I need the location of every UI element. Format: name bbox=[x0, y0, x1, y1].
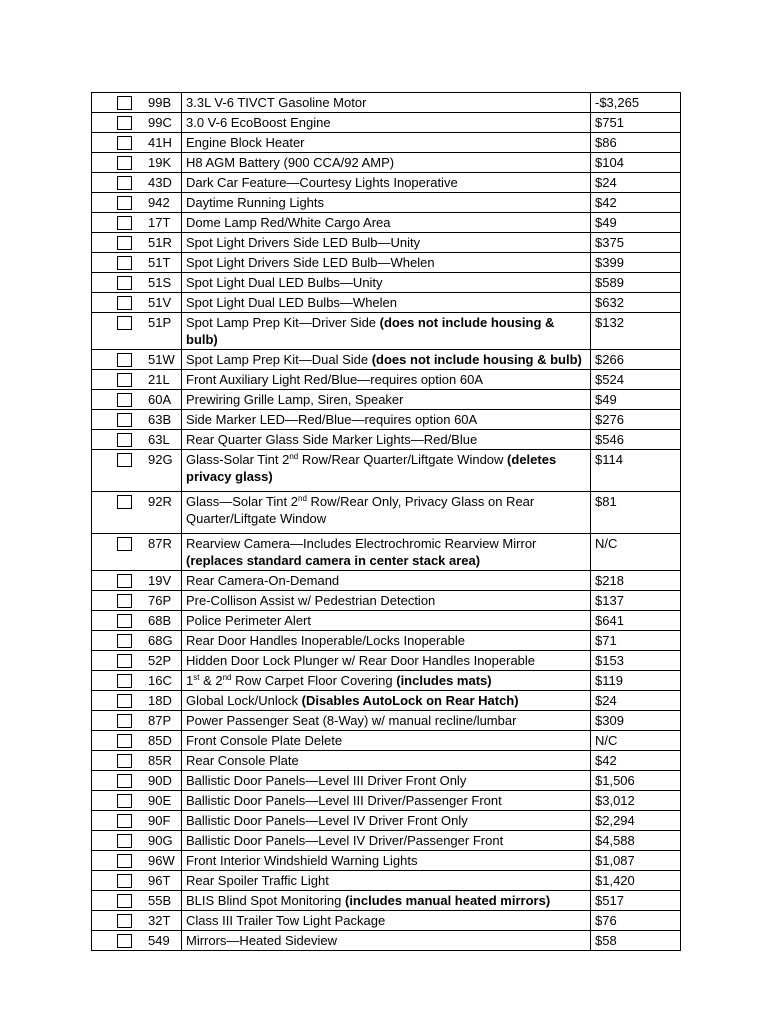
option-price: $42 bbox=[591, 751, 681, 771]
option-description-text: Rear Door Handles Inoperable/Locks Inoperable bbox=[186, 633, 465, 648]
option-row bbox=[92, 751, 681, 771]
option-price: $517 bbox=[591, 891, 681, 911]
option-select-cell bbox=[92, 651, 182, 671]
option-row bbox=[92, 911, 681, 931]
option-code: 96W bbox=[148, 853, 175, 868]
option-price: $24 bbox=[591, 691, 681, 711]
option-checkbox[interactable] bbox=[117, 236, 132, 250]
option-select-cell bbox=[92, 213, 182, 233]
option-description bbox=[182, 711, 591, 731]
option-checkbox[interactable] bbox=[117, 694, 132, 708]
option-row bbox=[92, 313, 681, 350]
option-price: $1,506 bbox=[591, 771, 681, 791]
option-code: 942 bbox=[148, 195, 170, 210]
option-description-text: Side Marker LED—Red/Blue—requires option 60A bbox=[186, 412, 478, 427]
option-description bbox=[182, 691, 591, 711]
option-checkbox[interactable] bbox=[117, 176, 132, 190]
option-description-text: Spot Light Drivers Side LED Bulb—Unity bbox=[186, 235, 421, 250]
option-checkbox[interactable] bbox=[117, 774, 132, 788]
option-row bbox=[92, 571, 681, 591]
option-checkbox[interactable] bbox=[117, 854, 132, 868]
option-description bbox=[182, 771, 591, 791]
option-select-cell bbox=[92, 253, 182, 273]
option-price: N/C bbox=[591, 534, 681, 571]
option-select-cell bbox=[92, 153, 182, 173]
option-description bbox=[182, 213, 591, 233]
option-code: 63B bbox=[148, 412, 172, 427]
option-select-cell bbox=[92, 430, 182, 450]
option-price: $1,420 bbox=[591, 871, 681, 891]
option-row bbox=[92, 450, 681, 492]
option-description-text: Prewiring Grille Lamp, Siren, Speaker bbox=[186, 392, 404, 407]
option-select-cell bbox=[92, 93, 182, 113]
option-code: 32T bbox=[148, 913, 171, 928]
option-description bbox=[182, 253, 591, 273]
option-select-cell bbox=[92, 851, 182, 871]
option-checkbox[interactable] bbox=[117, 874, 132, 888]
option-price: $71 bbox=[591, 631, 681, 651]
option-description-text: 3.0 V-6 EcoBoost Engine bbox=[186, 115, 331, 130]
option-select-cell bbox=[92, 492, 182, 534]
option-select-cell bbox=[92, 571, 182, 591]
option-description bbox=[182, 891, 591, 911]
option-row bbox=[92, 891, 681, 911]
option-select-cell bbox=[92, 771, 182, 791]
option-select-cell bbox=[92, 871, 182, 891]
option-description-text: Row/Rear Quarter/Liftgate Window bbox=[298, 452, 508, 467]
option-description bbox=[182, 534, 591, 571]
option-row bbox=[92, 851, 681, 871]
option-description bbox=[182, 871, 591, 891]
option-description bbox=[182, 113, 591, 133]
option-code: 85D bbox=[148, 733, 172, 748]
ordinal-suffix: nd bbox=[289, 452, 299, 461]
option-price: $399 bbox=[591, 253, 681, 273]
option-price: $49 bbox=[591, 213, 681, 233]
option-description-text: Rearview Camera—Includes Electrochromic Rearview Mirror bbox=[186, 536, 537, 551]
option-row bbox=[92, 631, 681, 651]
option-description bbox=[182, 811, 591, 831]
option-select-cell bbox=[92, 113, 182, 133]
option-code: 68B bbox=[148, 613, 172, 628]
option-price: $309 bbox=[591, 711, 681, 731]
option-row bbox=[92, 811, 681, 831]
option-select-cell bbox=[92, 751, 182, 771]
ordinal-suffix: nd bbox=[298, 494, 307, 503]
option-checkbox[interactable] bbox=[117, 316, 132, 330]
option-description bbox=[182, 791, 591, 811]
option-price: $375 bbox=[591, 233, 681, 253]
option-price: $132 bbox=[591, 313, 681, 350]
option-row bbox=[92, 831, 681, 851]
option-select-cell bbox=[92, 193, 182, 213]
option-select-cell bbox=[92, 831, 182, 851]
option-price: $589 bbox=[591, 273, 681, 293]
option-description-text: Row Carpet Floor Covering bbox=[231, 673, 397, 688]
option-code: 51S bbox=[148, 275, 172, 290]
option-code: 17T bbox=[148, 215, 171, 230]
option-select-cell bbox=[92, 313, 182, 350]
option-select-cell bbox=[92, 691, 182, 711]
option-row bbox=[92, 193, 681, 213]
option-description bbox=[182, 731, 591, 751]
option-select-cell bbox=[92, 390, 182, 410]
option-select-cell bbox=[92, 133, 182, 153]
option-code: 96T bbox=[148, 873, 171, 888]
option-checkbox[interactable] bbox=[117, 574, 132, 588]
option-code: 68G bbox=[148, 633, 173, 648]
options-price-table bbox=[91, 92, 681, 951]
option-description-text: Spot Lamp Prep Kit—Driver Side bbox=[186, 315, 380, 330]
option-row bbox=[92, 93, 681, 113]
option-description bbox=[182, 571, 591, 591]
option-row bbox=[92, 113, 681, 133]
option-select-cell bbox=[92, 931, 182, 951]
option-row bbox=[92, 771, 681, 791]
option-select-cell bbox=[92, 370, 182, 390]
option-code: 60A bbox=[148, 392, 172, 407]
option-price: $137 bbox=[591, 591, 681, 611]
option-select-cell bbox=[92, 791, 182, 811]
option-checkbox[interactable] bbox=[117, 393, 132, 407]
option-price: $114 bbox=[591, 450, 681, 492]
option-description bbox=[182, 370, 591, 390]
option-row bbox=[92, 711, 681, 731]
option-code: 549 bbox=[148, 933, 170, 948]
option-description bbox=[182, 390, 591, 410]
ordinal-suffix: st bbox=[193, 673, 200, 682]
option-description-text: 3.3L V-6 TIVCT Gasoline Motor bbox=[186, 95, 367, 110]
option-row bbox=[92, 173, 681, 193]
option-code: 90E bbox=[148, 793, 172, 808]
option-description-text: H8 AGM Battery (900 CCA/92 AMP) bbox=[186, 155, 395, 170]
option-code: 18D bbox=[148, 693, 172, 708]
option-price: $119 bbox=[591, 671, 681, 691]
option-select-cell bbox=[92, 273, 182, 293]
option-row bbox=[92, 430, 681, 450]
option-description bbox=[182, 173, 591, 193]
ordinal-suffix: nd bbox=[222, 673, 232, 682]
option-description-text: Rear Spoiler Traffic Light bbox=[186, 873, 329, 888]
option-description-text: Police Perimeter Alert bbox=[186, 613, 311, 628]
option-row bbox=[92, 293, 681, 313]
option-checkbox[interactable] bbox=[117, 256, 132, 270]
option-select-cell bbox=[92, 534, 182, 571]
option-description-text: Ballistic Door Panels—Level IV Driver/Passenger Front bbox=[186, 833, 504, 848]
option-description-text: Dark Car Feature—Courtesy Lights Inoperative bbox=[186, 175, 458, 190]
option-select-cell bbox=[92, 350, 182, 370]
option-description bbox=[182, 911, 591, 931]
option-select-cell bbox=[92, 293, 182, 313]
option-description-text: Rear Camera-On-Demand bbox=[186, 573, 340, 588]
option-checkbox[interactable] bbox=[117, 116, 132, 130]
option-code: 99B bbox=[148, 95, 172, 110]
option-row bbox=[92, 273, 681, 293]
option-select-cell bbox=[92, 711, 182, 731]
option-checkbox[interactable] bbox=[117, 794, 132, 808]
option-description bbox=[182, 651, 591, 671]
option-row bbox=[92, 350, 681, 370]
option-checkbox[interactable] bbox=[117, 894, 132, 908]
option-price: $751 bbox=[591, 113, 681, 133]
option-select-cell bbox=[92, 450, 182, 492]
option-description-prefix: Glass—Solar Tint 2 bbox=[186, 494, 298, 509]
option-row bbox=[92, 410, 681, 430]
option-description-text: Spot Light Dual LED Bulbs—Unity bbox=[186, 275, 383, 290]
option-price: $76 bbox=[591, 911, 681, 931]
option-code: 87P bbox=[148, 713, 172, 728]
option-price: $104 bbox=[591, 153, 681, 173]
option-checkbox[interactable] bbox=[117, 453, 132, 467]
option-description bbox=[182, 293, 591, 313]
option-description bbox=[182, 492, 591, 534]
option-checkbox[interactable] bbox=[117, 754, 132, 768]
option-note-bold: (includes manual heated mirrors) bbox=[344, 893, 551, 908]
option-description-prefix: 1 bbox=[186, 673, 194, 688]
option-checkbox[interactable] bbox=[117, 814, 132, 828]
option-description-text: Pre-Collison Assist w/ Pedestrian Detection bbox=[186, 593, 436, 608]
option-code: 90F bbox=[148, 813, 171, 828]
option-checkbox[interactable] bbox=[117, 196, 132, 210]
option-price: $58 bbox=[591, 931, 681, 951]
option-description-text: Spot Light Drivers Side LED Bulb—Whelen bbox=[186, 255, 435, 270]
option-description-text: Front Interior Windshield Warning Lights bbox=[186, 853, 418, 868]
option-code: 92R bbox=[148, 494, 172, 509]
option-checkbox[interactable] bbox=[117, 216, 132, 230]
option-row bbox=[92, 233, 681, 253]
option-checkbox[interactable] bbox=[117, 614, 132, 628]
option-select-cell bbox=[92, 671, 182, 691]
option-description-text: Class III Trailer Tow Light Package bbox=[186, 913, 386, 928]
option-price: $546 bbox=[591, 430, 681, 450]
option-description bbox=[182, 350, 591, 370]
option-price: $276 bbox=[591, 410, 681, 430]
option-code: 16C bbox=[148, 673, 172, 688]
option-price: $524 bbox=[591, 370, 681, 390]
option-checkbox[interactable] bbox=[117, 654, 132, 668]
option-select-cell bbox=[92, 173, 182, 193]
option-row bbox=[92, 871, 681, 891]
option-code: 55B bbox=[148, 893, 172, 908]
option-code: 51P bbox=[148, 315, 172, 330]
option-checkbox[interactable] bbox=[117, 156, 132, 170]
option-description bbox=[182, 751, 591, 771]
option-description bbox=[182, 273, 591, 293]
option-price: $218 bbox=[591, 571, 681, 591]
option-description-text: Rear Console Plate bbox=[186, 753, 299, 768]
option-checkbox[interactable] bbox=[117, 714, 132, 728]
option-description bbox=[182, 931, 591, 951]
option-code: 87R bbox=[148, 536, 172, 551]
options-table-body bbox=[92, 93, 681, 951]
option-price: $153 bbox=[591, 651, 681, 671]
option-checkbox[interactable] bbox=[117, 296, 132, 310]
option-note-bold: (does not include housing & bulb) bbox=[186, 315, 555, 347]
option-select-cell bbox=[92, 233, 182, 253]
option-description-text: Spot Light Dual LED Bulbs—Whelen bbox=[186, 295, 398, 310]
option-select-cell bbox=[92, 811, 182, 831]
option-row bbox=[92, 731, 681, 751]
option-note-bold: (Disables AutoLock on Rear Hatch) bbox=[301, 693, 519, 708]
option-checkbox[interactable] bbox=[117, 136, 132, 150]
option-row bbox=[92, 133, 681, 153]
option-row bbox=[92, 691, 681, 711]
option-description-text: Ballistic Door Panels—Level III Driver Front Only bbox=[186, 773, 467, 788]
option-code: 19K bbox=[148, 155, 172, 170]
option-description bbox=[182, 831, 591, 851]
option-row bbox=[92, 370, 681, 390]
option-row bbox=[92, 651, 681, 671]
option-price: $3,012 bbox=[591, 791, 681, 811]
option-code: 21L bbox=[148, 372, 170, 387]
option-checkbox[interactable] bbox=[117, 537, 132, 551]
option-code: 99C bbox=[148, 115, 172, 130]
option-select-cell bbox=[92, 631, 182, 651]
option-code: 90D bbox=[148, 773, 172, 788]
option-code: 85R bbox=[148, 753, 172, 768]
option-row bbox=[92, 931, 681, 951]
option-description bbox=[182, 193, 591, 213]
option-price: $266 bbox=[591, 350, 681, 370]
option-description-text: Global Lock/Unlock bbox=[186, 693, 302, 708]
option-price: $2,294 bbox=[591, 811, 681, 831]
option-code: 51W bbox=[148, 352, 175, 367]
option-select-cell bbox=[92, 731, 182, 751]
option-note-bold: (deletes privacy glass) bbox=[186, 452, 557, 484]
option-code: 63L bbox=[148, 432, 170, 447]
option-description bbox=[182, 591, 591, 611]
option-checkbox[interactable] bbox=[117, 276, 132, 290]
option-description bbox=[182, 233, 591, 253]
option-description-text: Power Passenger Seat (8-Way) w/ manual recline/lumbar bbox=[186, 713, 517, 728]
option-code: 52P bbox=[148, 653, 172, 668]
option-checkbox[interactable] bbox=[117, 413, 132, 427]
option-code: 51V bbox=[148, 295, 172, 310]
option-code: 90G bbox=[148, 833, 173, 848]
option-row bbox=[92, 213, 681, 233]
option-description-text: Row/Rear Only, Privacy Glass on Rear Quarter/Liftgate Window bbox=[186, 494, 535, 526]
option-description-text: Ballistic Door Panels—Level III Driver/Passenger Front bbox=[186, 793, 502, 808]
option-price: $81 bbox=[591, 492, 681, 534]
option-description-text: Ballistic Door Panels—Level IV Driver Front Only bbox=[186, 813, 468, 828]
option-description-middle: & 2 bbox=[199, 673, 223, 688]
option-select-cell bbox=[92, 891, 182, 911]
option-checkbox[interactable] bbox=[117, 373, 132, 387]
option-checkbox[interactable] bbox=[117, 674, 132, 688]
option-price: N/C bbox=[591, 731, 681, 751]
option-code: 19V bbox=[148, 573, 172, 588]
option-code: 51T bbox=[148, 255, 171, 270]
option-description bbox=[182, 671, 591, 691]
option-description bbox=[182, 93, 591, 113]
option-description-text: Engine Block Heater bbox=[186, 135, 305, 150]
option-description-text: Front Auxiliary Light Red/Blue—requires option 60A bbox=[186, 372, 483, 387]
option-price: $632 bbox=[591, 293, 681, 313]
option-row bbox=[92, 492, 681, 534]
option-row bbox=[92, 253, 681, 273]
option-row bbox=[92, 534, 681, 571]
option-row bbox=[92, 671, 681, 691]
option-checkbox[interactable] bbox=[117, 634, 132, 648]
option-checkbox[interactable] bbox=[117, 914, 132, 928]
option-description bbox=[182, 611, 591, 631]
option-select-cell bbox=[92, 911, 182, 931]
option-checkbox[interactable] bbox=[117, 934, 132, 948]
option-description bbox=[182, 133, 591, 153]
option-checkbox[interactable] bbox=[117, 734, 132, 748]
option-description-text: Spot Lamp Prep Kit—Dual Side bbox=[186, 352, 372, 367]
option-description-text: Mirrors—Heated Sideview bbox=[186, 933, 337, 948]
option-description-text: Front Console Plate Delete bbox=[186, 733, 343, 748]
option-description-text: Daytime Running Lights bbox=[186, 195, 325, 210]
option-price: $42 bbox=[591, 193, 681, 213]
option-description bbox=[182, 313, 591, 350]
option-description-text: Rear Quarter Glass Side Marker Lights—Red/Blue bbox=[186, 432, 478, 447]
option-code: 92G bbox=[148, 452, 173, 467]
option-code: 76P bbox=[148, 593, 172, 608]
option-description-text: Hidden Door Lock Plunger w/ Rear Door Handles Inoperable bbox=[186, 653, 536, 668]
option-select-cell bbox=[92, 611, 182, 631]
option-note-bold: (includes mats) bbox=[396, 673, 492, 688]
option-row bbox=[92, 153, 681, 173]
option-description bbox=[182, 153, 591, 173]
option-checkbox[interactable] bbox=[117, 834, 132, 848]
option-price: $86 bbox=[591, 133, 681, 153]
option-price: $24 bbox=[591, 173, 681, 193]
option-price: $1,087 bbox=[591, 851, 681, 871]
option-description bbox=[182, 851, 591, 871]
option-description bbox=[182, 631, 591, 651]
option-checkbox[interactable] bbox=[117, 495, 132, 509]
option-price: $641 bbox=[591, 611, 681, 631]
option-row bbox=[92, 611, 681, 631]
option-checkbox[interactable] bbox=[117, 96, 132, 110]
option-note-bold: (replaces standard camera in center stack area) bbox=[186, 553, 481, 568]
option-price: $4,588 bbox=[591, 831, 681, 851]
option-description-text: Dome Lamp Red/White Cargo Area bbox=[186, 215, 391, 230]
option-select-cell bbox=[92, 410, 182, 430]
option-row bbox=[92, 390, 681, 410]
option-description-prefix: Glass-Solar Tint 2 bbox=[186, 452, 290, 467]
option-checkbox[interactable] bbox=[117, 433, 132, 447]
option-code: 43D bbox=[148, 175, 172, 190]
option-row bbox=[92, 791, 681, 811]
option-price: $49 bbox=[591, 390, 681, 410]
option-checkbox[interactable] bbox=[117, 353, 132, 367]
option-price: -$3,265 bbox=[591, 93, 681, 113]
option-description-text: BLIS Blind Spot Monitoring bbox=[186, 893, 345, 908]
option-select-cell bbox=[92, 591, 182, 611]
option-code: 41H bbox=[148, 135, 172, 150]
option-code: 51R bbox=[148, 235, 172, 250]
option-description bbox=[182, 450, 591, 492]
option-description bbox=[182, 410, 591, 430]
option-note-bold: (does not include housing & bulb) bbox=[371, 352, 582, 367]
option-row bbox=[92, 591, 681, 611]
option-description bbox=[182, 430, 591, 450]
option-checkbox[interactable] bbox=[117, 594, 132, 608]
